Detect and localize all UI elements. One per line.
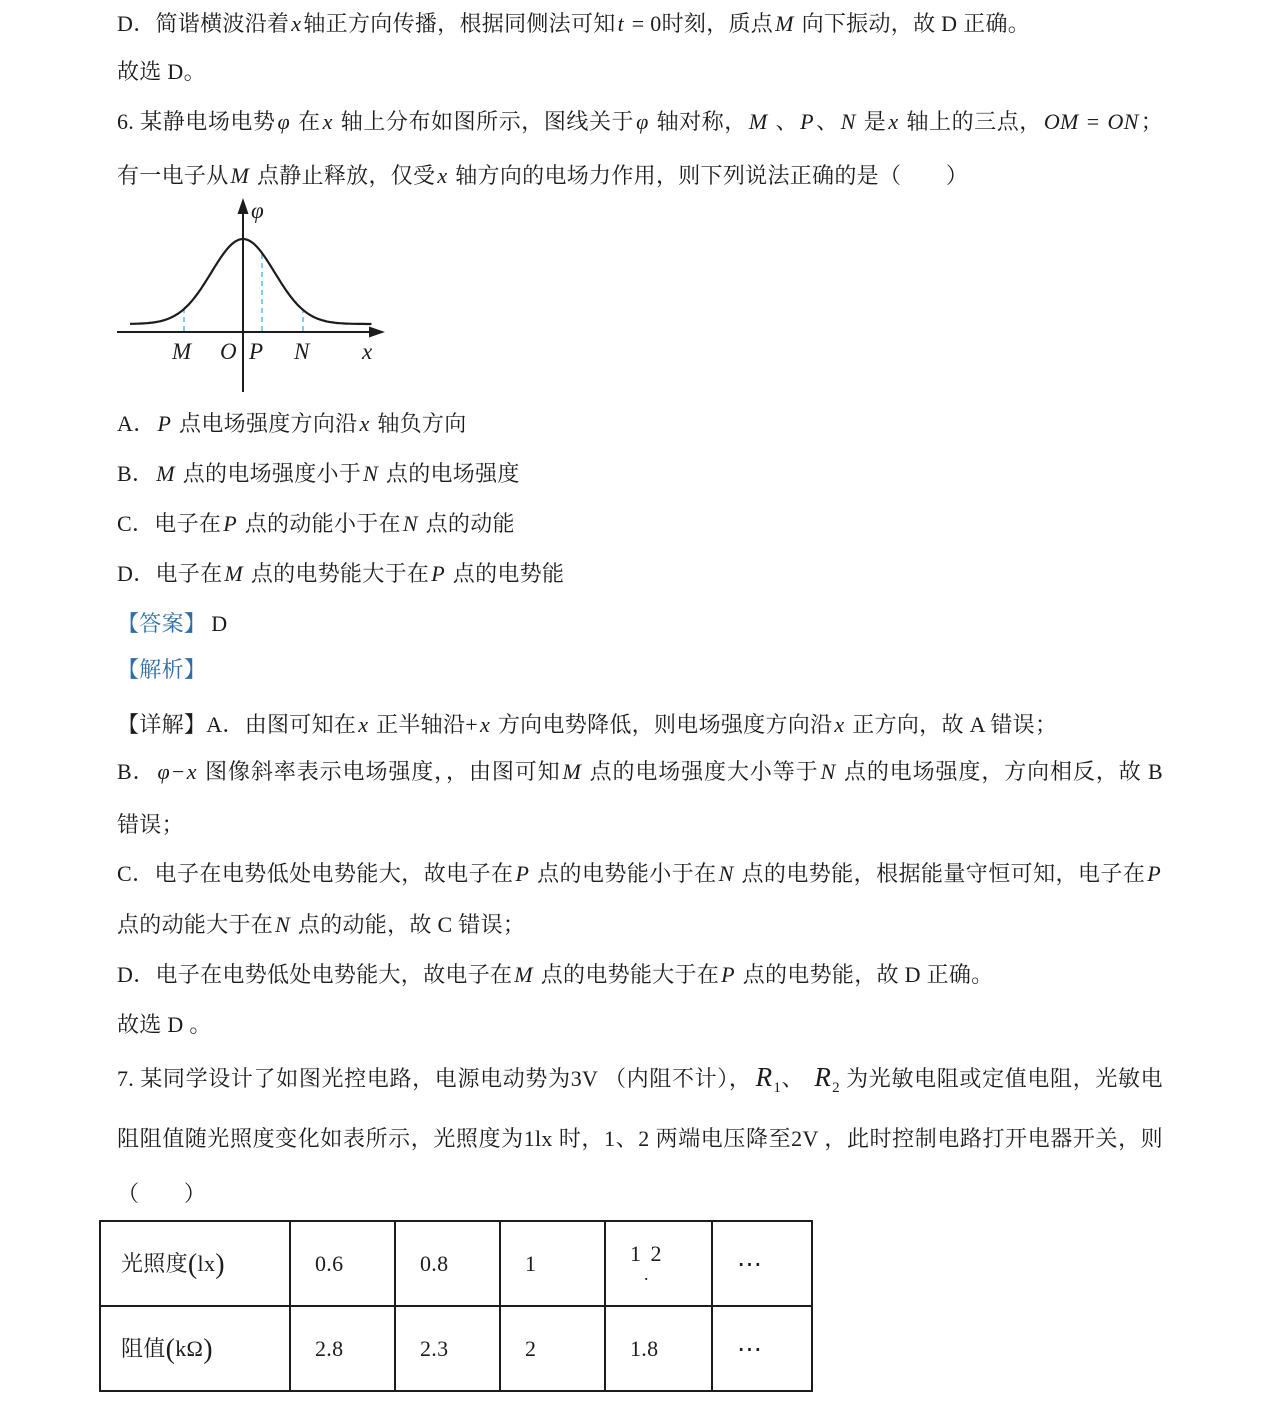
table-cell: 1 — [500, 1221, 605, 1306]
exam-document — [0, 10, 1279, 1413]
option-b: B．M 点的电场强度小于N 点的电场强度 — [117, 461, 520, 486]
table-row-illuminance — [100, 1221, 812, 1306]
detail-line-a: 【详解】A．由图可知在x 正半轴沿+x 方向电势降低，则电场强度方向沿x 正方向，故 A 错误； — [117, 712, 1058, 737]
stray-decimal-dot: . — [644, 1264, 649, 1284]
option-a: A．P 点电场强度方向沿x 轴负方向 — [117, 411, 467, 436]
detail-line-c2: 点的动能大于在N 点的动能，故 C 错误； — [117, 912, 526, 937]
question-7-stem-line-2: 阻阻值随光照度变化如表所示，光照度为1lx 时，1、2 两端电压降至2V ，此时控制电路打开电器开关，则 — [117, 1126, 1163, 1151]
point-label-o: O — [220, 339, 237, 364]
option-d: D．电子在M 点的电势能大于在P 点的电势能 — [117, 561, 565, 586]
detail-line-c: C．电子在电势低处电势能大，故电子在P 点的电势能小于在N 点的电势能，根据能量守恒可知，电子在P — [117, 861, 1162, 886]
answer-line: 【答案】 D — [117, 611, 228, 636]
analysis-label: 【解析】 — [117, 657, 207, 682]
x-axis-arrow — [369, 327, 385, 338]
question-7-parentheses: （ ） — [117, 1181, 207, 1206]
point-label-n: N — [294, 339, 310, 364]
option-c: C．电子在P 点的动能小于在N 点的动能 — [117, 511, 515, 536]
table-cell: 0.8 — [395, 1221, 500, 1306]
table-cell: 2.8 — [290, 1306, 395, 1391]
table-cell: 0.6 — [290, 1221, 395, 1306]
table-cell — [605, 1221, 712, 1306]
row-header-resistance: 阻值(kΩ) — [100, 1306, 290, 1391]
point-label-m: M — [172, 339, 192, 364]
table-cell-ellipsis: ⋯ — [712, 1306, 812, 1391]
phi-axis-arrow — [238, 198, 249, 214]
potential-curve — [130, 239, 372, 324]
q5-conclusion: 故选 D。 — [117, 59, 206, 84]
table-cell: 2 — [500, 1306, 605, 1391]
question-7-stem-line-1: 7. 某同学设计了如图光控电路，电源电动势为3V （内阻不计）， $R_1$、 $R_2$ 为光敏电阻或定值电阻，光敏电 — [117, 1062, 1163, 1096]
table-cell-value: 1 2 — [630, 1241, 664, 1266]
table-cell: 1.8 — [605, 1306, 712, 1391]
phi-x-graph — [110, 196, 390, 396]
detail-line-b2: 错误； — [117, 812, 184, 837]
x-axis-label: x — [362, 339, 373, 364]
question-6-stem-line-1: 6. 某静电场电势φ 在x 轴上分布如图所示，图线关于φ 轴对称，M 、P、N 是x 轴上的三点，OM = ON； — [117, 109, 1163, 134]
resistance-table — [99, 1220, 813, 1392]
table-row-resistance — [100, 1306, 812, 1391]
q5-detail-option-d: D．简谐横波沿着x轴正方向传播，根据同侧法可知t = 0时刻，质点M 向下振动，故 D 正确。 — [117, 11, 1031, 36]
detail-line-d: D．电子在电势低处电势能大，故电子在M 点的电势能大于在P 点的电势能，故 D 正确。 — [117, 962, 994, 987]
phi-axis-label: φ — [251, 198, 264, 223]
point-label-p: P — [249, 339, 264, 364]
table-cell: 2.3 — [395, 1306, 500, 1391]
potential-graph-figure — [110, 196, 390, 396]
q6-conclusion: 故选 D 。 — [117, 1012, 212, 1037]
question-6-stem-line-2: 有一电子从M 点静止释放，仅受x 轴方向的电场力作用，则下列说法正确的是（ ） — [117, 163, 969, 188]
detail-line-b: B．φ−x 图像斜率表示电场强度，，由图可知M 点的电场强度大小等于N 点的电场强度，方向相反，故 B — [117, 759, 1163, 784]
row-header-illuminance: 光照度(lx) — [100, 1221, 290, 1306]
table-cell-ellipsis: ⋯ — [712, 1221, 812, 1306]
